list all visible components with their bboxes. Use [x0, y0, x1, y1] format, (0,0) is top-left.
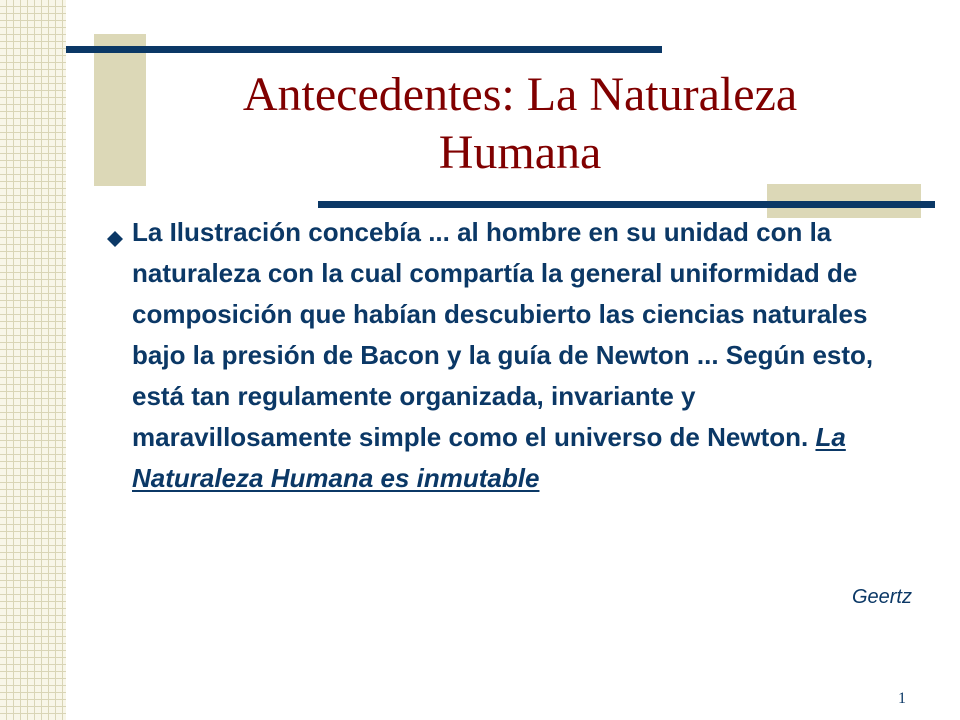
attribution: Geertz [851, 586, 912, 608]
emphasis-text: La Naturaleza Humana es inmutable [132, 422, 846, 493]
striped-side-panel [0, 0, 66, 720]
bullet-text [132, 212, 892, 499]
page-number: 1 [898, 690, 906, 707]
slide-title [170, 66, 870, 182]
bullet-body-text: La Ilustración concebía ... al hombre en su unidad con la naturaleza con la cual compartía la general uniformidad de composición que habían descubierto las ciencias naturales bajo la presión de Bacon y la guía de Newton ... Según esto, está tan regulamente organizada, invariante y maravillosamente simple como el universo de Newton. [132, 217, 874, 452]
slide-title-line-2: Humana [438, 126, 602, 179]
decor-block-top-left [94, 34, 146, 186]
slide-title-line-1: Antecedentes: La Naturaleza [242, 68, 798, 121]
diamond-bullet-icon [104, 228, 126, 250]
decor-line-top [66, 46, 662, 53]
decor-line-bottom [318, 201, 935, 208]
